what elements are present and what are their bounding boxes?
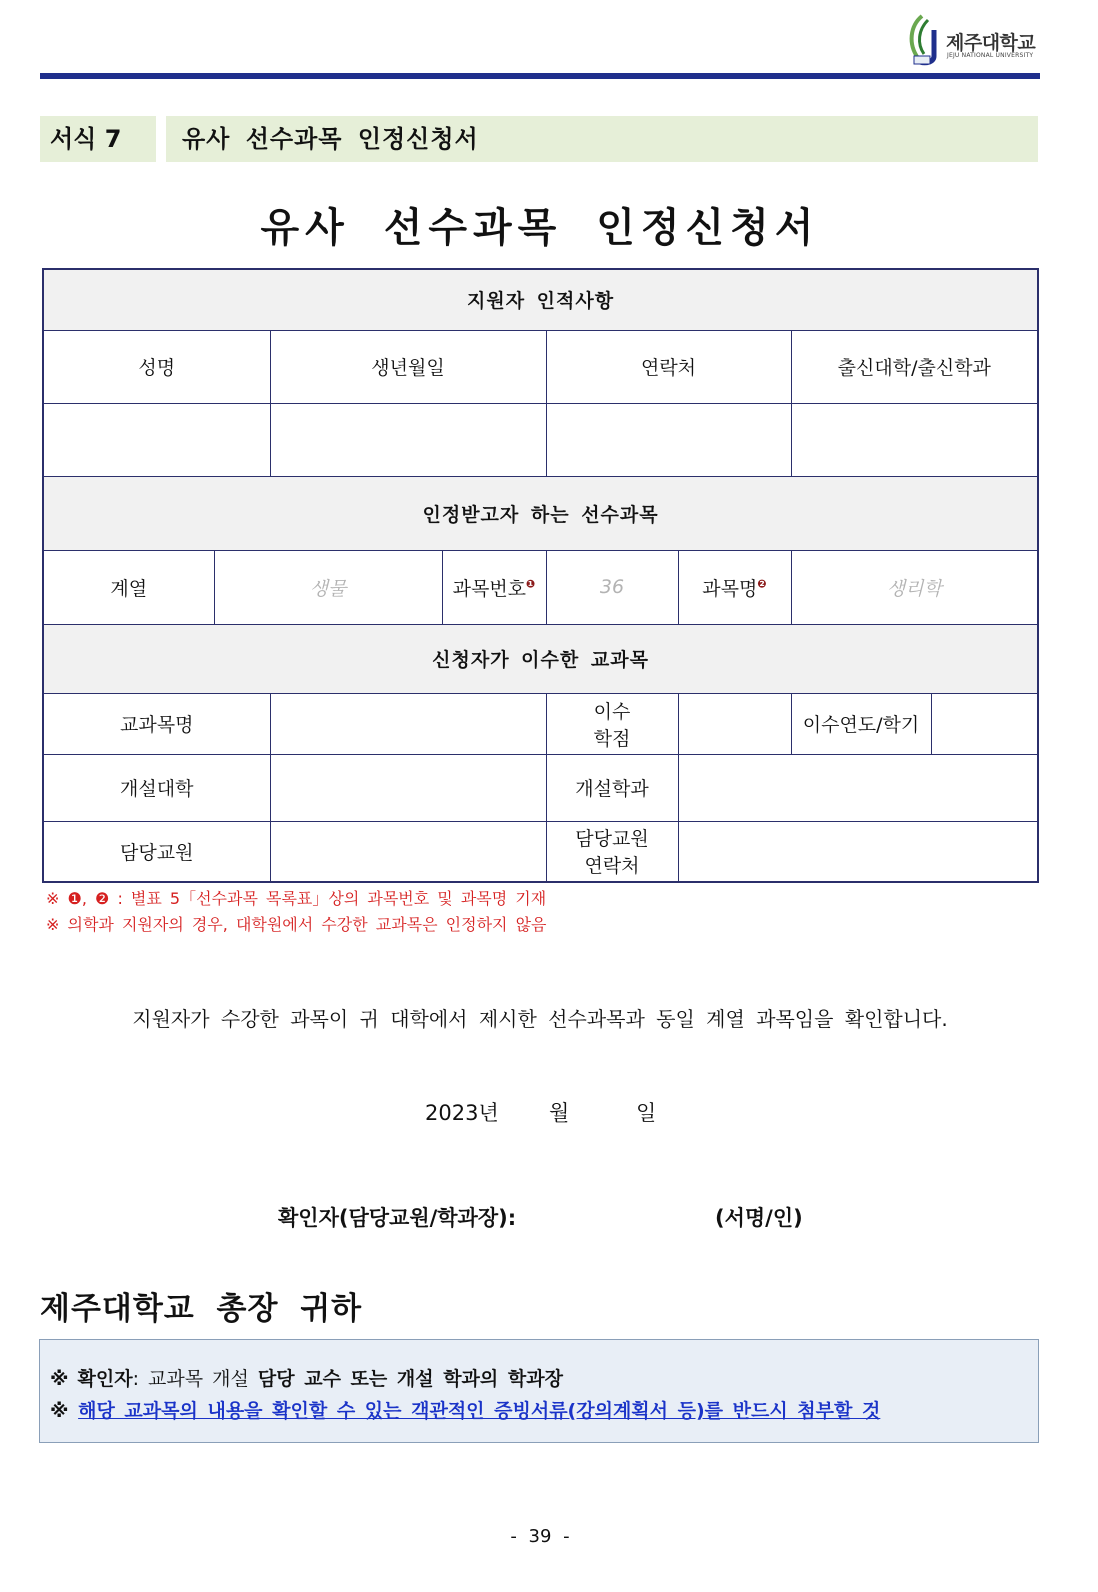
table-row [43, 476, 1038, 550]
course-number-input[interactable]: 36 [546, 550, 678, 624]
university-logo [904, 14, 1044, 70]
date-month: 월 [549, 1101, 570, 1125]
page-number: - 39 - [510, 1526, 570, 1547]
name-field[interactable] [43, 403, 270, 476]
subject-name-field[interactable] [270, 693, 546, 754]
header-rule [40, 73, 1040, 79]
marker-2: ❷ [757, 577, 767, 591]
university-label: 개설대학 [43, 754, 270, 821]
table-row [43, 821, 1038, 882]
table-row [43, 330, 1038, 403]
info-box [39, 1339, 1039, 1443]
logo-name-kr: 제주대학교 [946, 32, 1036, 54]
date-year: 2023년 [425, 1101, 499, 1125]
section-completed-course: 신청자가 이수한 교과목 [43, 624, 1038, 693]
professor-contact-label: 담당교원 연락처 [546, 821, 678, 882]
note-course-number: ※ ❶, ❷ : 별표 5「선수과목 목록표」상의 과목번호 및 과목명 기재 [46, 889, 547, 908]
contact-field[interactable] [546, 403, 791, 476]
course-name-input[interactable]: 생리학 [791, 550, 1038, 624]
table-row [43, 754, 1038, 821]
application-table [42, 268, 1039, 883]
course-name-label: 과목명$^❷$ [678, 550, 791, 624]
header-name: 성명 [43, 330, 270, 403]
department-field[interactable] [678, 754, 1038, 821]
section-prerequisite-course: 인정받고자 하는 선수과목 [43, 476, 1038, 550]
field-label: 계열 [43, 550, 214, 624]
credit-label: 이수 학점 [546, 693, 678, 754]
subject-name-label: 교과목명 [43, 693, 270, 754]
department-label: 개설학과 [546, 754, 678, 821]
page-title: 유사 선수과목 인정신청서 [260, 205, 820, 251]
signature-label: (서명/인) [715, 1206, 803, 1230]
university-emblem-icon [904, 14, 944, 66]
info-line-attachment: ※ 해당 교과목의 내용을 확인할 수 있는 객관적인 증빙서류(강의계획서 등)를 반드시 첨부할 것 [50, 1400, 881, 1422]
form-title-bar: 유사 선수과목 인정신청서 [166, 116, 1038, 162]
credit-field[interactable] [678, 693, 791, 754]
info-line-confirmer: ※ 확인자: 교과목 개설 담당 교수 또는 개설 학과의 학과장 [50, 1368, 563, 1390]
table-row [43, 403, 1038, 476]
table-row [43, 550, 1038, 624]
professor-field[interactable] [270, 821, 546, 882]
birthdate-field[interactable] [270, 403, 546, 476]
professor-contact-field[interactable] [678, 821, 1038, 882]
logo-name-en: JEJU NATIONAL UNIVERSITY [947, 52, 1034, 59]
signer-label: 확인자(담당교원/학과장): [278, 1206, 517, 1230]
closing-address: 제주대학교 총장 귀하 [40, 1291, 363, 1327]
form-number: 서식 7 [40, 116, 156, 162]
field-input[interactable]: 생물 [214, 550, 442, 624]
header-alma-mater: 출신대학/출신학과 [791, 330, 1038, 403]
completion-year-field[interactable] [931, 693, 1038, 754]
date-day: 일 [636, 1101, 657, 1125]
section-applicant-info: 지원자 인적사항 [43, 269, 1038, 330]
header-contact: 연락처 [546, 330, 791, 403]
header-birthdate: 생년월일 [270, 330, 546, 403]
alma-mater-field[interactable] [791, 403, 1038, 476]
table-row [43, 624, 1038, 693]
table-row [43, 693, 1038, 754]
marker-1: ❶ [526, 577, 536, 591]
university-field[interactable] [270, 754, 546, 821]
professor-label: 담당교원 [43, 821, 270, 882]
confirmation-statement: 지원자가 수강한 과목이 귀 대학에서 제시한 선수과목과 동일 계열 과목임을 확인합니다. [132, 1007, 948, 1031]
course-number-label: 과목번호$^❶$ [442, 550, 546, 624]
completion-year-label: 이수연도/학기 [791, 693, 931, 754]
note-medical: ※ 의학과 지원자의 경우, 대학원에서 수강한 교과목은 인정하지 않음 [46, 915, 547, 934]
table-row [43, 269, 1038, 330]
